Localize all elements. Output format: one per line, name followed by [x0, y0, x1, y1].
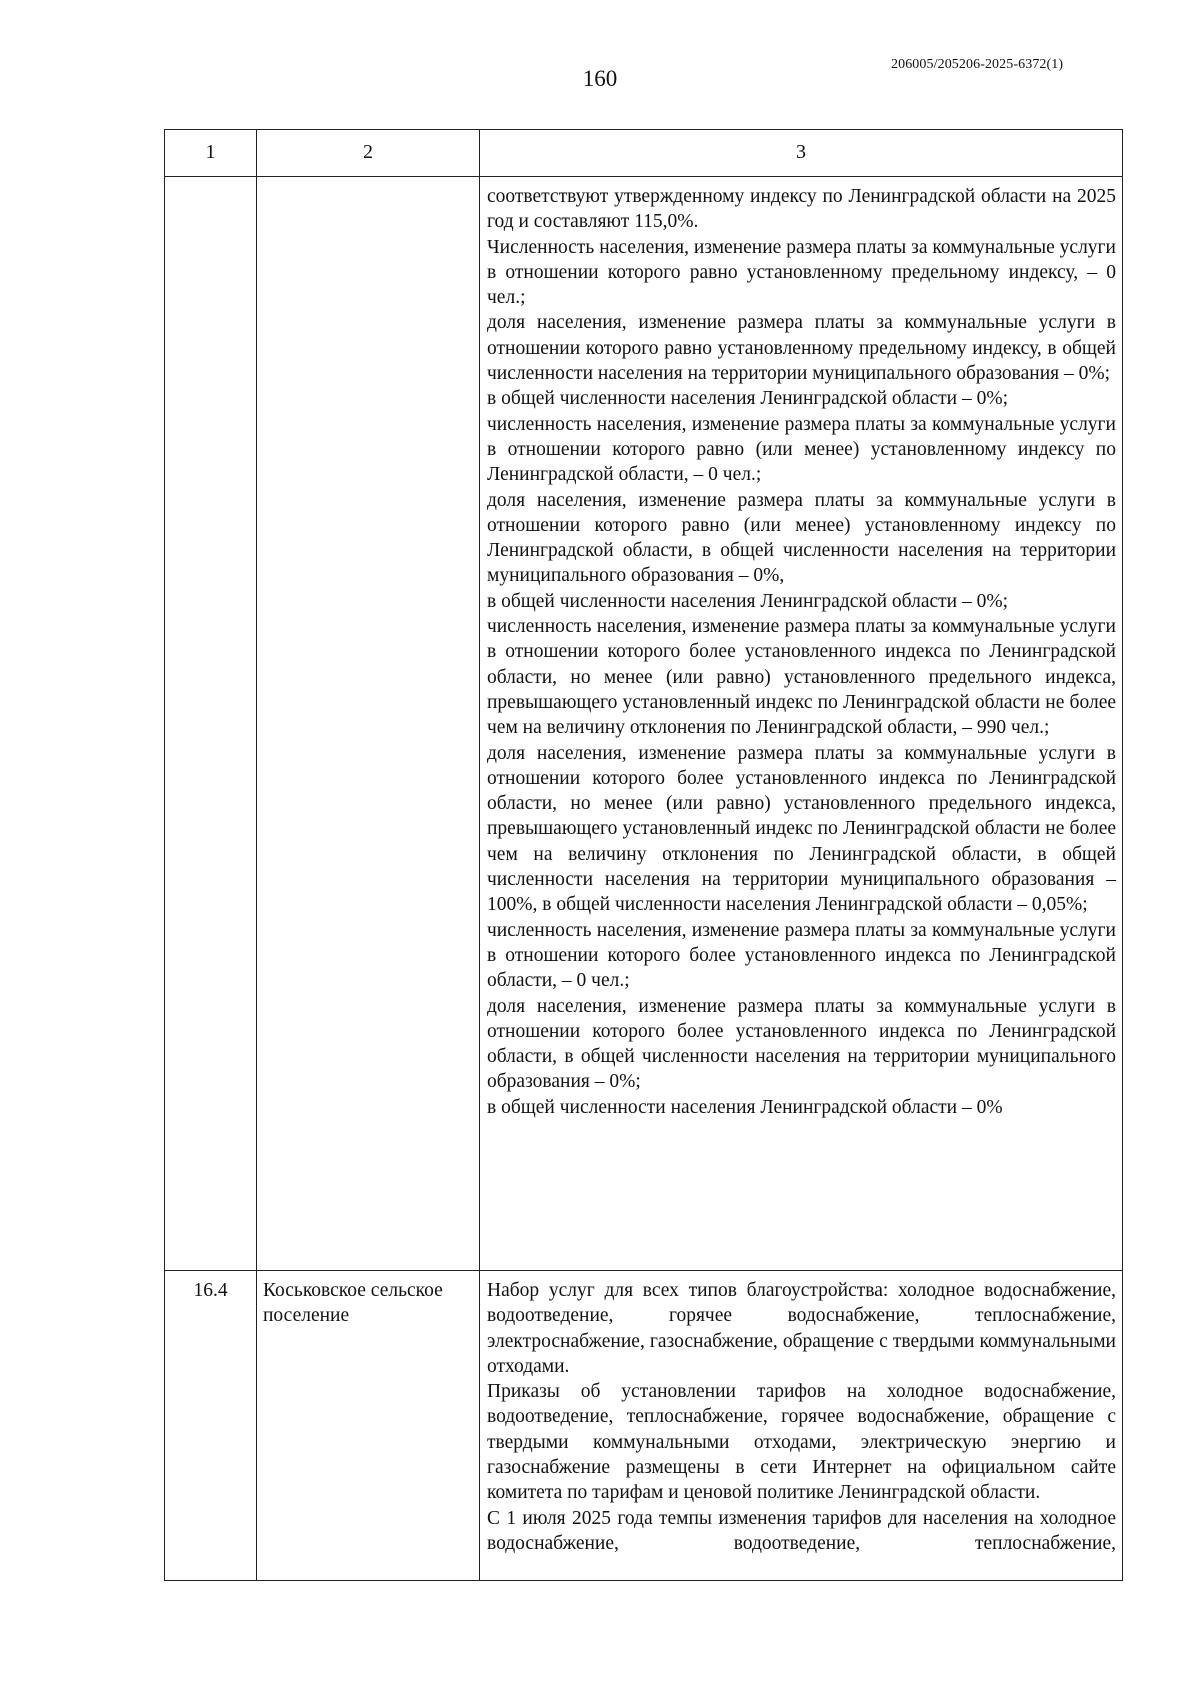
- paragraph: в общей численности населения Ленинградской области – 0%;: [487, 388, 1009, 410]
- paragraph: доля населения, изменение размера платы за коммунальные услуги в отношении которого более установленного индекса по Ленинградской области, но менее (или равно) установленного предельного индекса, превышающего установленный индекс по Ленинградской области не более чем на величину отклонения по Ленинградской области, в общей численности населения на территории муниципального образования – 100%, в общей численности населения Ленинградской области – 0,05%;: [487, 742, 1116, 916]
- row-name-cell: [257, 177, 480, 1271]
- page-number: 160: [582, 66, 618, 91]
- table-row: [165, 177, 1123, 1271]
- paragraph: С 1 июля 2025 года темпы изменения тарифов для населения на холодное водоснабжение, водоотведение, теплоснабжение,: [487, 1507, 1116, 1554]
- paragraph: соответствуют утвержденному индексу по Ленинградской области на 2025 год и составляют 115,0%.: [487, 186, 1116, 233]
- column-header-3: 3: [480, 130, 1123, 177]
- main-table: [164, 129, 1123, 1581]
- paragraph: доля населения, изменение размера платы за коммунальные услуги в отношении которого равно (или менее) установленному индексу по Ленинградской области, в общей численности населения на территории муниципального образования – 0%,: [487, 489, 1116, 587]
- document-id: 206005/205206-2025-6372(1): [891, 57, 1064, 72]
- paragraph: Численность населения, изменение размера платы за коммунальные услуги в отношении которого равно установленному предельному индексу, – 0 чел.;: [487, 236, 1116, 309]
- paragraph: в общей численности населения Ленинградской области – 0%: [487, 1096, 1003, 1118]
- paragraph: численность населения, изменение размера платы за коммунальные услуги в отношении которого более установленного индекса по Ленинградской области, но менее (или равно) установленного предельного индекса, превышающего установленный индекс по Ленинградской области не более чем на величину отклонения по Ленинградской области, – 990 чел.;: [487, 616, 1116, 739]
- row-text-cell: [480, 1271, 1123, 1581]
- paragraph: в общей численности населения Ленинградской области – 0%;: [487, 590, 1009, 612]
- row-text-cell: [480, 177, 1123, 1271]
- paragraph: доля населения, изменение размера платы за коммунальные услуги в отношении которого более установленного индекса по Ленинградской области, в общей численности населения на территории муниципального образования – 0%;: [487, 995, 1116, 1093]
- row-number-cell: 16.4: [165, 1271, 257, 1581]
- row-number-cell: [165, 177, 257, 1271]
- paragraph: доля населения, изменение размера платы за коммунальные услуги в отношении которого равно установленному предельному индексу, в общей численности населения на территории муниципального образования – 0%;: [487, 312, 1116, 385]
- paragraph: численность населения, изменение размера платы за коммунальные услуги в отношении которого более установленного индекса по Ленинградской области, – 0 чел.;: [487, 919, 1116, 992]
- table-header-row: [165, 130, 1123, 177]
- paragraph: численность населения, изменение размера платы за коммунальные услуги в отношении которого равно (или менее) установленному индексу по Ленинградской области, – 0 чел.;: [487, 413, 1116, 486]
- paragraph: Приказы об установлении тарифов на холодное водоснабжение, водоотведение, теплоснабжение, горячее водоснабжение, обращение с твердыми коммунальными отходами, электрическую энергию и газоснабжение размещены в сети Интернет на официальном сайте комитета по тарифам и ценовой политике Ленинградской области.: [487, 1381, 1116, 1504]
- column-header-1: 1: [165, 130, 257, 177]
- table-row: [165, 1271, 1123, 1581]
- row-name-cell: Коськовское сельское поселение: [257, 1271, 480, 1581]
- column-header-2: 2: [257, 130, 480, 177]
- paragraph: Набор услуг для всех типов благоустройства: холодное водоснабжение, водоотведение, горячее водоснабжение, теплоснабжение, электроснабжение, газоснабжение, обращение с твердыми коммунальными отходами.: [487, 1280, 1116, 1377]
